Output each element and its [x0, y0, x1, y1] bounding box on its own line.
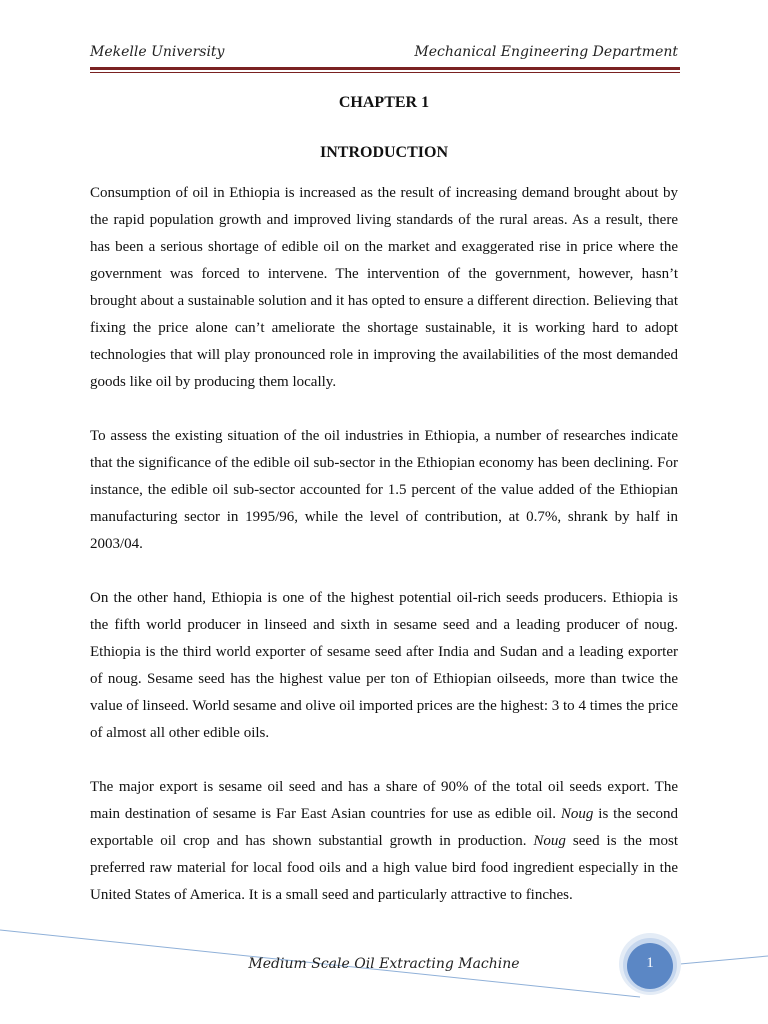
header-university: Mekelle University — [90, 44, 225, 60]
paragraph-3: On the other hand, Ethiopia is one of the highest potential oil-rich seeds producers. Ethiopia is the fifth world producer in linseed and sixth in sesame seed and a leading producer of noug. Ethiopia is the third world exporter of sesame seed after India and Sudan and a leading exporter of noug. Sesame seed has the highest value per ton of Ethiopian oilseeds, more than twice the value of linseed. World sesame and olive oil imported prices are the highest: 3 to 4 times the price of almost all other edible oils. — [90, 590, 678, 741]
paragraph-4-noug-1: Noug — [560, 806, 594, 822]
page-number: 1 — [646, 955, 654, 971]
paragraph-4-noug-2: Noug — [533, 833, 566, 849]
paragraph-4 — [90, 774, 678, 909]
header-rule-thick — [90, 67, 680, 70]
section-title: INTRODUCTION — [319, 144, 448, 161]
chapter-heading: CHAPTER 1 — [338, 94, 430, 111]
paragraph-1: Consumption of oil in Ethiopia is increased as the result of increasing demand brought about by the rapid population growth and improved living standards of the rural areas. As a result, there has been a serious shortage of edible oil on the market and exaggerated rise in price where the government was forced to intervene. The intervention of the government, however, hasn’t brought about a sustainable solution and it has opted to ensure a different direction. Believing that fixing the price alone can’t ameliorate the shortage sustainable, it is working hard to adopt technologies that will play pronounced role in improving the availabilities of the most demanded goods like oil by producing them locally. — [90, 185, 678, 390]
paragraph-4-part-2: is the second exportable oil crop and has shown substantial growth in production. — [90, 806, 678, 849]
header-rule-thin — [90, 72, 680, 73]
header-department: Mechanical Engineering Department — [414, 44, 678, 60]
page-header — [90, 44, 678, 66]
footer-title: Medium Scale Oil Extracting Machine — [248, 956, 520, 972]
paragraph-2: To assess the existing situation of the oil industries in Ethiopia, a number of researches indicate that the significance of the edible oil sub-sector in the Ethiopian economy has been declining. For instance, the edible oil sub-sector accounted for 1.5 percent of the value added of the Ethiopian manufacturing sector in 1995/96, while the level of contribution, at 0.7%, shrank by half in 2003/04. — [90, 428, 678, 552]
document-body — [90, 180, 678, 936]
paragraph-4-part-3: seed is the most preferred raw material for local food oils and a high value bird food ingredient especially in the United States of America. It is a small seed and particularly attractive to finches. — [90, 833, 678, 903]
paragraph-4-part-1: The major export is sesame oil seed and has a share of 90% of the total oil seeds export. The main destination of sesame is Far East Asian countries for use as edible oil. — [90, 779, 678, 822]
